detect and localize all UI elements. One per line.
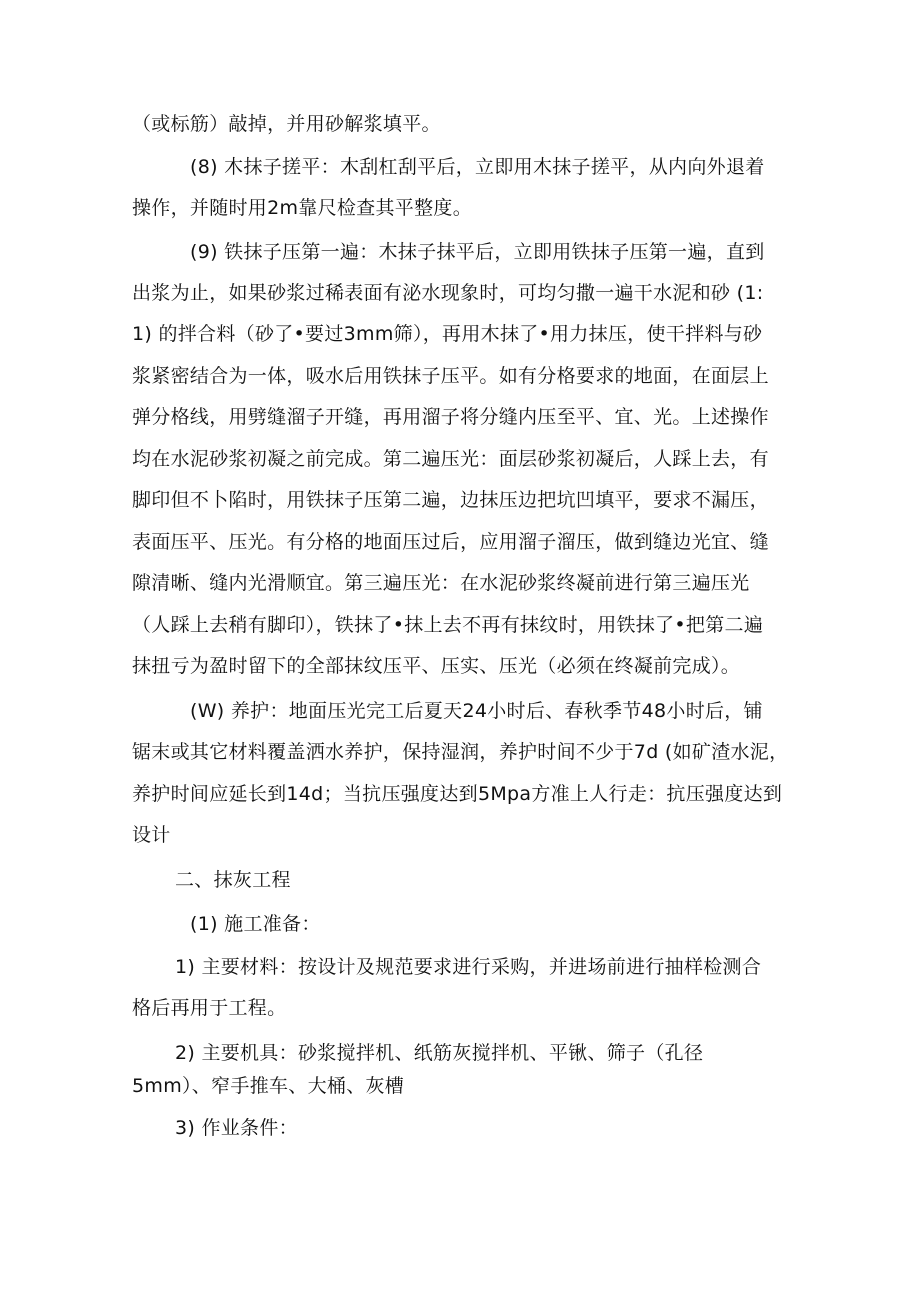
text-line: 设计 bbox=[132, 824, 171, 846]
text-line: 隙清晰、缝内光滑顺宜。第三遍压光：在水泥砂浆终凝前进行第三遍压光 bbox=[132, 572, 750, 594]
text-line: 均在水泥砂浆初凝之前完成。第二遍压光：面层砂浆初凝后，人踩上去，有 bbox=[132, 448, 769, 470]
text-line: 抹扭亏为盈时留下的全部抹纹压平、压实、压光（必须在终凝前完成）。 bbox=[132, 655, 741, 677]
text-line: （或标筋）敲掉，并用砂解浆填平。 bbox=[132, 113, 441, 135]
text-line: 格后再用于工程。 bbox=[132, 997, 287, 1019]
text-line: 1) 的拌合料（砂了•要过3mm筛），再用木抹了•用力抹压，使干拌料与砂 bbox=[132, 323, 763, 345]
text-line: 表面压平、压光。有分格的地面压过后，应用溜子溜压，做到缝边光宜、缝 bbox=[132, 531, 769, 553]
paragraph-step-9: (9) 铁抹子压第一遍：木抹子抹平后，立即用铁抹子压第一遍，直到 bbox=[190, 241, 765, 263]
list-item-conditions: 3) 作业条件： bbox=[175, 1117, 298, 1139]
paragraph-step-8: (8) 木抹子搓平：木刮杠刮平后，立即用木抹子搓平，从内向外退着 bbox=[190, 156, 765, 178]
text-line: 浆紧密结合为一体，吸水后用铁抹子压平。如有分格要求的地面，在面层上 bbox=[132, 365, 769, 387]
text-line: 5mm）、窄手推车、大桶、灰槽 bbox=[132, 1075, 405, 1097]
text-line: 弹分格线，用劈缝溜子开缝，再用溜子将分缝内压至平、宜、光。上述操作 bbox=[132, 406, 769, 428]
text-line: 脚印但不卜陷时，用铁抹子压第二遍，边抹压边把坑凹填平，要求不漏压， bbox=[132, 489, 769, 511]
text-line: 锯末或其它材料覆盖洒水养护，保持湿润，养护时间不少于7d (如矿渣水泥， bbox=[132, 741, 789, 763]
section-heading: 二、抹灰工程 bbox=[175, 869, 291, 891]
list-item-machines: 2) 主要机具：砂浆搅拌机、纸筋灰搅拌机、平锹、筛子（孔径 bbox=[175, 1042, 704, 1064]
text-line: 出浆为止，如果砂浆过稀表面有泌水现象时，可均匀撒一遍干水泥和砂 (1: bbox=[132, 282, 764, 304]
text-line: 养护时间应延长到14d；当抗压强度达到5Mpa方准上人行走：抗压强度达到 bbox=[132, 783, 783, 805]
paragraph-step-10: (W) 养护：地面压光完工后夏天24小时后、春秋季节48小时后，铺 bbox=[190, 700, 763, 722]
text-line: （人踩上去稍有脚印），铁抹了•抹上去不再有抹纹时，用铁抹了•把第二遍 bbox=[132, 614, 764, 636]
subsection-heading: (1) 施工准备： bbox=[190, 913, 321, 935]
text-line: 操作，并随时用2m靠尺检查其平整度。 bbox=[132, 197, 472, 219]
list-item-materials: 1) 主要材料：按设计及规范要求进行采购，并进场前进行抽样检测合 bbox=[175, 956, 762, 978]
